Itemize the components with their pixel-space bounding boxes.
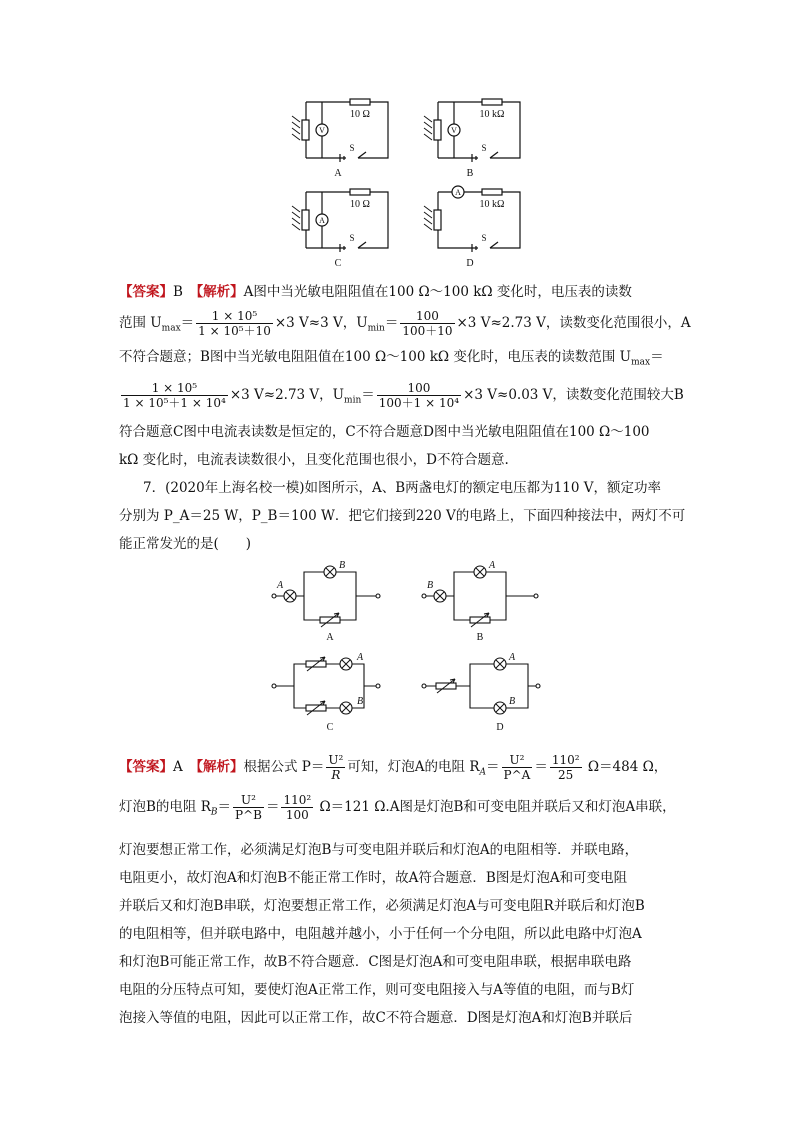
sub: max	[631, 357, 651, 368]
analysis-tag: 【解析】	[196, 284, 244, 300]
answer-7-line-9: 泡接入等值的电阻，因此可以正常工作，故C不符合题意．D图是灯泡A和灯泡B并联后	[119, 1010, 633, 1026]
lamp-label: B	[508, 696, 516, 707]
answer-7-line-2	[119, 792, 679, 828]
text: ＝	[361, 387, 375, 403]
den: P^A	[503, 768, 531, 782]
answer-7-line-3: 灯泡要想正常工作，必须满足灯泡B与可变电阻并联后和灯泡A的电阻相等．并联电路，	[119, 842, 639, 858]
lamp-label: B	[426, 580, 434, 591]
den: 100	[285, 808, 309, 822]
figure-1-label-a: A	[334, 168, 342, 179]
circuit-d	[424, 186, 520, 252]
res-label-b: 10 kΩ	[479, 109, 505, 120]
text: ＝	[265, 799, 280, 815]
answer-6-line-3	[119, 345, 679, 375]
answer-7-line-6: 的电阻相等，但并联电路中，电阻越并越小，小于任何一个分电阻，所以此电路中灯泡A	[119, 926, 642, 942]
den: 100＋10	[402, 324, 453, 338]
res-label-c: 10 Ω	[350, 199, 370, 210]
text: 根据公式 P＝	[243, 759, 325, 775]
answer-6-line-5: 符合题意C图中电流表读数是恒定的，C不符合题意D图中当光敏电阻阻值在100 Ω～100	[119, 424, 650, 440]
text: A图中当光敏电阻阻值在100 Ω～100 kΩ 变化时，电压表的读数	[243, 284, 632, 300]
answer-7-line-1	[119, 752, 679, 788]
fraction	[550, 753, 582, 782]
voltmeter-label-b: V	[451, 126, 457, 135]
voltmeter-label-a: V	[319, 126, 325, 135]
answer-7-line-5: 并联后又和灯泡B串联，灯泡要想正常工作，必须满足灯泡A与可变电阻R并联后和灯泡B	[119, 898, 645, 914]
answer-7-line-7: 和灯泡B可能正常工作，故B不符合题意．C图是灯泡A和可变电阻串联，根据串联电路	[119, 954, 632, 970]
circuit-a	[292, 99, 388, 162]
ammeter-label-d: A	[455, 188, 461, 197]
switch-label-d: S	[481, 233, 487, 243]
num: U²	[328, 753, 344, 767]
num: 1 × 10⁵	[121, 381, 228, 396]
ammeter-label-c: A	[319, 216, 325, 225]
sub: min	[344, 395, 362, 406]
num: 1 × 10⁵	[196, 309, 273, 324]
fraction	[121, 381, 228, 410]
text: ×3 V≈3 V，U	[274, 315, 368, 331]
figure-2-label-a: A	[326, 632, 334, 643]
num: 110²	[283, 793, 312, 807]
analysis-tag: 【解析】	[196, 759, 244, 775]
res-label-a: 10 Ω	[350, 109, 370, 120]
text: Ω＝484 Ω，	[587, 759, 668, 775]
text: ×3 V≈0.03 V，读数变化范围较大B	[463, 387, 684, 403]
text: ＝	[486, 759, 500, 775]
lamp-label: A	[508, 652, 516, 663]
num: 110²	[551, 753, 580, 767]
den: R	[331, 768, 341, 782]
num: U²	[233, 793, 264, 808]
answer-6-line-1	[119, 280, 679, 304]
fraction	[326, 753, 345, 782]
fraction	[233, 793, 264, 822]
figure-2-label-c: C	[326, 722, 334, 733]
num: 100	[377, 381, 461, 396]
text: ×3 V≈2.73 V，U	[229, 387, 345, 403]
switch-label-c: S	[349, 233, 355, 243]
text: ×3 V≈2.73 V，读数变化范围很小，A	[456, 315, 691, 331]
num: 100	[400, 309, 454, 324]
sub: B	[210, 807, 218, 818]
den: 25	[558, 768, 574, 782]
den: 100＋1 × 10⁴	[378, 396, 460, 410]
answer-choice: B	[173, 284, 183, 300]
question-7-line-3: 能正常发光的是( )	[119, 536, 252, 552]
answer-tag: 【答案】	[119, 284, 173, 300]
figure-1-label-c: C	[334, 258, 342, 269]
fraction	[281, 793, 313, 822]
text: 不符合题意；B图中当光敏电阻阻值在100 Ω～100 kΩ 变化时，电压表的读数范围 U	[119, 349, 632, 365]
answer-choice: A	[173, 759, 183, 775]
question-7-line-2: 分别为 P_A＝25 W，P_B＝100 W．把它们接到220 V的电路上，下面四种接法中，两灯不可	[119, 508, 686, 524]
lamp-label: B	[356, 696, 364, 707]
lamp-label: B	[338, 560, 346, 571]
text: 灯泡B的电阻 R	[119, 799, 211, 815]
sub: A	[479, 767, 487, 778]
answer-6-line-2	[119, 308, 691, 344]
question-7-line-1: 7．(2020年上海名校一模)如图所示，A、B两盏电灯的额定电压都为110 V，额定功率	[143, 480, 661, 496]
circuit-b	[424, 99, 520, 162]
figure-2-label-d: D	[496, 722, 504, 733]
text: ＝	[180, 315, 195, 331]
fraction	[502, 753, 533, 782]
answer-tag: 【答案】	[119, 759, 173, 775]
fraction	[377, 381, 461, 410]
text: ＝	[650, 349, 664, 365]
figure-2-circuits	[268, 558, 548, 738]
circuit-c	[292, 189, 388, 252]
figure-1-label-d: D	[466, 258, 474, 269]
figure-2-label-b: B	[476, 632, 484, 643]
figure-1-circuits	[270, 90, 540, 270]
answer-6-line-6: kΩ 变化时，电流表读数很小，且变化范围也很小，D不符合题意.	[119, 452, 509, 468]
sub: max	[161, 323, 181, 334]
res-label-d: 10 kΩ	[479, 199, 505, 210]
fraction	[196, 309, 273, 338]
fraction	[400, 309, 454, 338]
switch-label-a: S	[349, 143, 355, 153]
lamp-label: A	[276, 580, 284, 591]
num: U²	[502, 753, 533, 768]
den: P^B	[235, 808, 262, 822]
circuit-2-c	[272, 664, 380, 708]
figure-1-label-b: B	[466, 168, 474, 179]
den: 1 × 10⁵＋1 × 10⁴	[123, 396, 226, 410]
answer-7-line-4: 电阻更小，故灯泡A和灯泡B不能正常工作时，故A符合题意．B图是灯泡A和可变电阻	[119, 870, 628, 886]
text: 范围 U	[119, 315, 162, 331]
switch-label-b: S	[481, 143, 487, 153]
den: 1 × 10⁵＋10	[198, 324, 271, 338]
text: 可知，灯泡A的电阻 R	[347, 759, 480, 775]
text: Ω＝121 Ω.A图是灯泡B和可变电阻并联后又和灯泡A串联，	[319, 799, 676, 815]
text: ＝	[534, 759, 548, 775]
answer-6-line-4	[119, 380, 684, 416]
answer-7-line-8: 电阻的分压特点可知，要使灯泡A正常工作，则可变电阻接入与A等值的电阻，而与B灯	[119, 982, 635, 998]
lamp-label: A	[356, 652, 364, 663]
text: ＝	[217, 799, 232, 815]
lamp-label: A	[488, 560, 496, 571]
text: ＝	[384, 315, 399, 331]
sub: min	[367, 323, 385, 334]
